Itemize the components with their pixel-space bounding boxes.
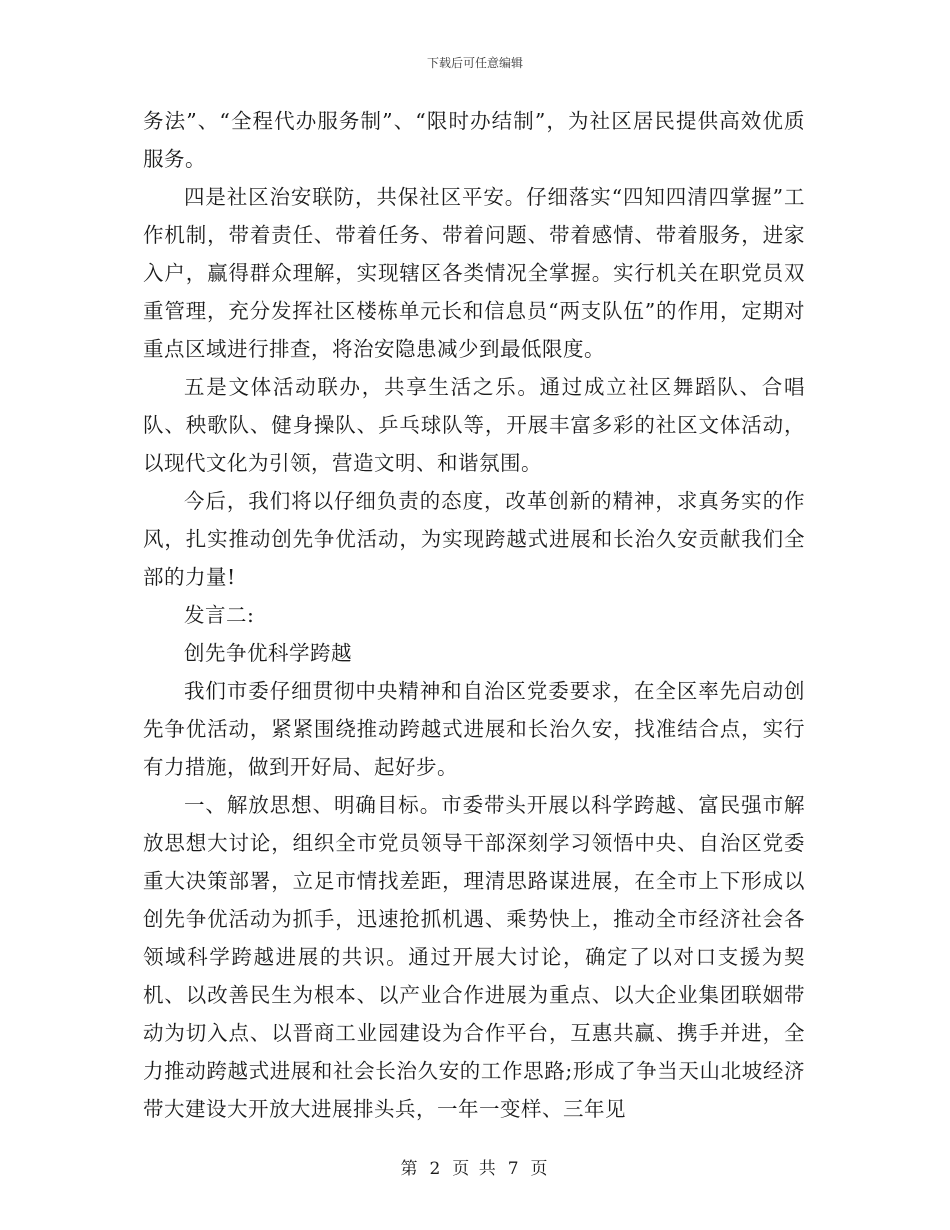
speech-title: 创先争优科学跨越 bbox=[184, 641, 352, 665]
current-page-number: 2 bbox=[429, 1159, 443, 1179]
paragraph: 今后，我们将以仔细负责的态度，改革创新的精神，求真务实的作风，扎实推动创先争优活动，为实现跨越式进展和长治久安贡献我们全部的力量! bbox=[143, 489, 805, 589]
paragraph: 我们市委仔细贯彻中央精神和自治区党委要求，在全区率先启动创先争优活动，紧紧围绕推动跨越式进展和长治久安，找准结合点，实行有力措施，做到开好局、起好步。 bbox=[143, 679, 805, 779]
footer-prefix: 第 bbox=[400, 1159, 420, 1179]
document-body bbox=[143, 102, 805, 1128]
paragraph: 一、解放思想、明确目标。市委带头开展以科学跨越、富民强市解放思想大讨论，组织全市党员领导干部深刻学习领悟中央、自治区党委重大决策部署，立足市情找差距，理清思路谋进展，在全市上下形成以创先争优活动为抓手，迅速抢抓机遇、乘势快上，推动全市经济社会各领域科学跨越进展的共识。通过开展大讨论，确定了以对口支援为契机、以改善民生为根本、以产业合作进展为重点、以大企业集团联姻带动为切入点、以晋商工业园建设为合作平台，互惠共赢、携手并进，全力推动跨越式进展和社会长治久安的工作思路;形成了争当天山北坡经济带大建设大开放大进展排头兵，一年一变样、三年见 bbox=[143, 793, 805, 1121]
page-footer bbox=[0, 1154, 950, 1179]
footer-middle: 页 共 bbox=[452, 1159, 498, 1179]
paragraph: 务法”、“全程代办服务制”、“限时办结制”，为社区居民提供高效优质服务。 bbox=[143, 109, 805, 171]
footer-suffix: 页 bbox=[530, 1159, 550, 1179]
paragraph: 四是社区治安联防，共保社区平安。仔细落实“四知四清四掌握”工作机制，带着责任、带着任务、带着问题、带着感情、带着服务，进家入户，赢得群众理解，实现辖区各类情况全掌握。实行机关在职党员双重管理，充分发挥社区楼栋单元长和信息员“两支队伍”的作用，定期对重点区域进行排查，将治安隐患减少到最低限度。 bbox=[143, 185, 805, 361]
section-heading: 发言二: bbox=[184, 603, 255, 627]
total-pages-number: 7 bbox=[507, 1159, 521, 1179]
paragraph: 五是文体活动联办，共享生活之乐。通过成立社区舞蹈队、合唱队、秧歌队、健身操队、乒乓球队等，开展丰富多彩的社区文体活动，以现代文化为引领，营造文明、和谐氛围。 bbox=[143, 375, 805, 475]
page-header: 下载后可任意编辑 bbox=[426, 56, 523, 70]
